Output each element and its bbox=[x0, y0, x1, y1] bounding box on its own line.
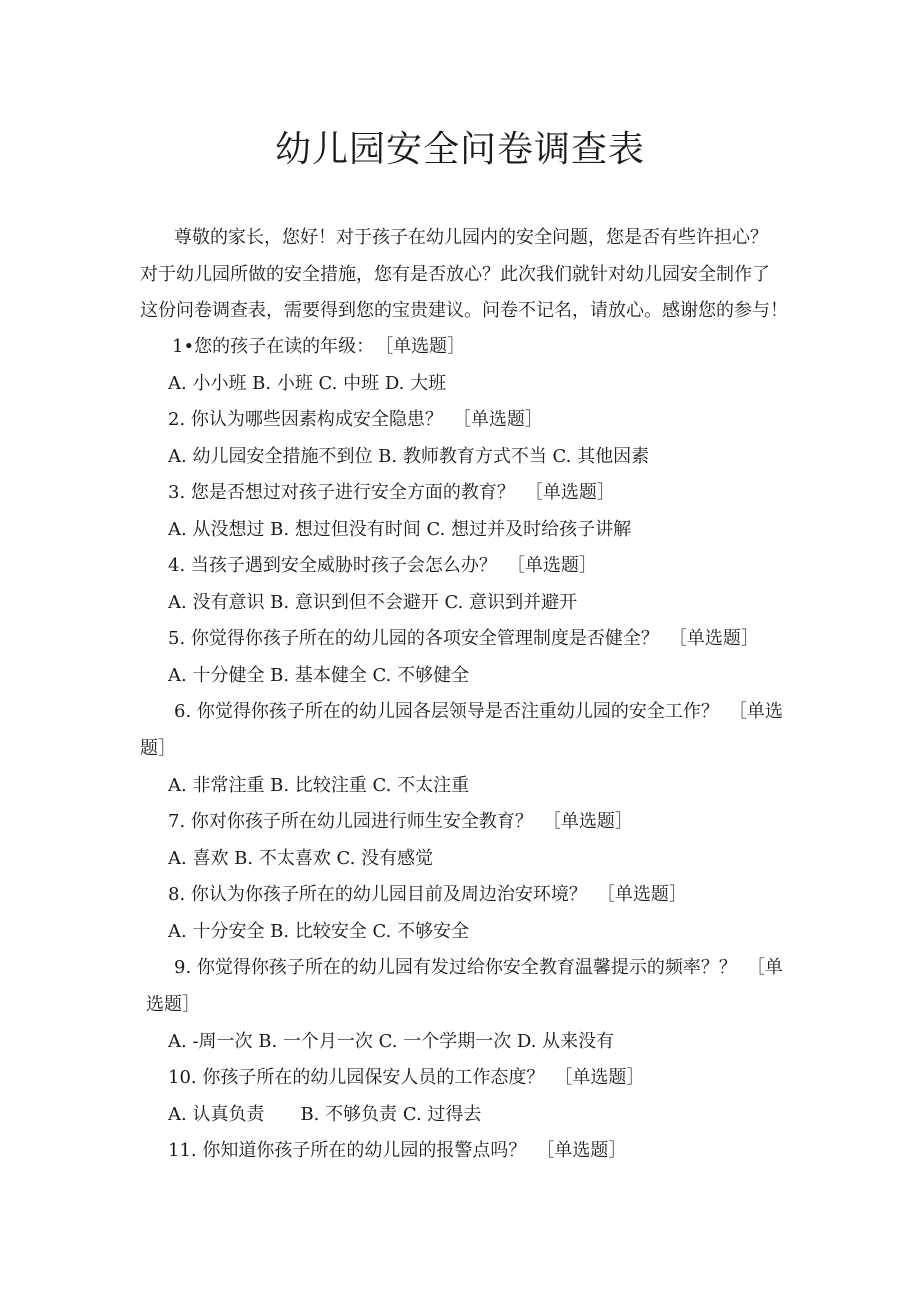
question-type-tag: ［单选题］ bbox=[506, 555, 597, 576]
question-type-tag: ［单选题］ bbox=[668, 628, 759, 649]
question-text: 3. 您是否想过对孩子进行安全方面的教育？ bbox=[168, 482, 515, 503]
question-text: 2. 你认为哪些因素构成安全隐患？ bbox=[168, 409, 443, 430]
answer-options-3: A. 从没想过 B. 想过但没有时间 C. 想过并及时给孩子讲解 bbox=[168, 519, 632, 540]
question-text: 8. 你认为你孩子所在的幼儿园目前及周边治安环境？ bbox=[168, 884, 587, 905]
answer-options-1: A. 小小班 B. 小班 C. 中班 D. 大班 bbox=[168, 373, 447, 394]
question-7 bbox=[168, 804, 633, 841]
question-8 bbox=[168, 877, 687, 914]
question-1 bbox=[172, 329, 465, 366]
answer-options-6: A. 非常注重 B. 比较注重 C. 不太注重 bbox=[168, 775, 470, 796]
question-text: 10. 你孩子所在的幼儿园保安人员的工作态度？ bbox=[168, 1067, 545, 1088]
question-type-tag: ［单选题］ bbox=[452, 409, 543, 430]
question-2 bbox=[168, 402, 543, 439]
answer-options-9: A. -周一次 B. 一个月一次 C. 一个学期一次 D. 从来没有 bbox=[168, 1031, 615, 1052]
question-type-tag: ［单选题］ bbox=[384, 336, 466, 357]
question-4 bbox=[168, 548, 597, 585]
question-type-tag: ［单选题］ bbox=[536, 1140, 627, 1161]
intro-line: 尊敬的家长，您好！对于孩子在幼儿园内的安全问题，您是否有些许担心？ bbox=[174, 227, 768, 248]
question-3 bbox=[168, 475, 615, 512]
question-type-tag: ［单选题］ bbox=[554, 1067, 645, 1088]
intro-line: 这份问卷调查表，需要得到您的宝贵建议。问卷不记名，请放心。感谢您的参与！ bbox=[140, 300, 788, 321]
question-5 bbox=[168, 621, 759, 658]
question-6 bbox=[140, 694, 790, 767]
question-type-tag: ［单选题］ bbox=[524, 482, 615, 503]
question-9 bbox=[146, 950, 796, 1023]
question-text: 9. 你觉得你孩子所在的幼儿园有发过给你安全教育温馨提示的频率？？ bbox=[174, 957, 737, 978]
answer-options-8: A. 十分安全 B. 比较安全 C. 不够安全 bbox=[168, 921, 470, 942]
page-title: 幼儿园安全问卷调查表 bbox=[274, 129, 645, 170]
answer-options-2: A. 幼儿园安全措施不到位 B. 教师教育方式不当 C. 其他因素 bbox=[168, 446, 650, 467]
question-text: 5. 你觉得你孩子所在的幼儿园的各项安全管理制度是否健全？ bbox=[168, 628, 659, 649]
answer-options-7: A. 喜欢 B. 不太喜欢 C. 没有感觉 bbox=[168, 848, 434, 869]
question-text: 1•您的孩子在读的年级： bbox=[172, 336, 375, 357]
question-type-tag: ［单选题］ bbox=[140, 701, 783, 759]
question-type-tag: ［单选题］ bbox=[146, 957, 783, 1015]
question-text: 7. 你对你孩子所在幼儿园进行师生安全教育？ bbox=[168, 811, 533, 832]
question-type-tag: ［单选题］ bbox=[542, 811, 633, 832]
question-text: 11. 你知道你孩子所在的幼儿园的报警点吗？ bbox=[168, 1140, 527, 1161]
intro-paragraph bbox=[140, 220, 808, 330]
question-text: 6. 你觉得你孩子所在的幼儿园各层领导是否注重幼儿园的安全工作？ bbox=[174, 701, 719, 722]
answer-options-5: A. 十分健全 B. 基本健全 C. 不够健全 bbox=[168, 665, 470, 686]
question-10 bbox=[168, 1060, 644, 1097]
answer-options-10: A. 认真负责 B. 不够负责 C. 过得去 bbox=[168, 1104, 482, 1125]
question-11 bbox=[168, 1133, 626, 1170]
question-text: 4. 当孩子遇到安全威胁时孩子会怎么办？ bbox=[168, 555, 497, 576]
question-type-tag: ［单选题］ bbox=[596, 884, 687, 905]
intro-line: 对于幼儿园所做的安全措施，您有是否放心？此次我们就针对幼儿园安全制作了 bbox=[140, 263, 770, 285]
answer-options-4: A. 没有意识 B. 意识到但不会避开 C. 意识到并避开 bbox=[168, 592, 578, 613]
